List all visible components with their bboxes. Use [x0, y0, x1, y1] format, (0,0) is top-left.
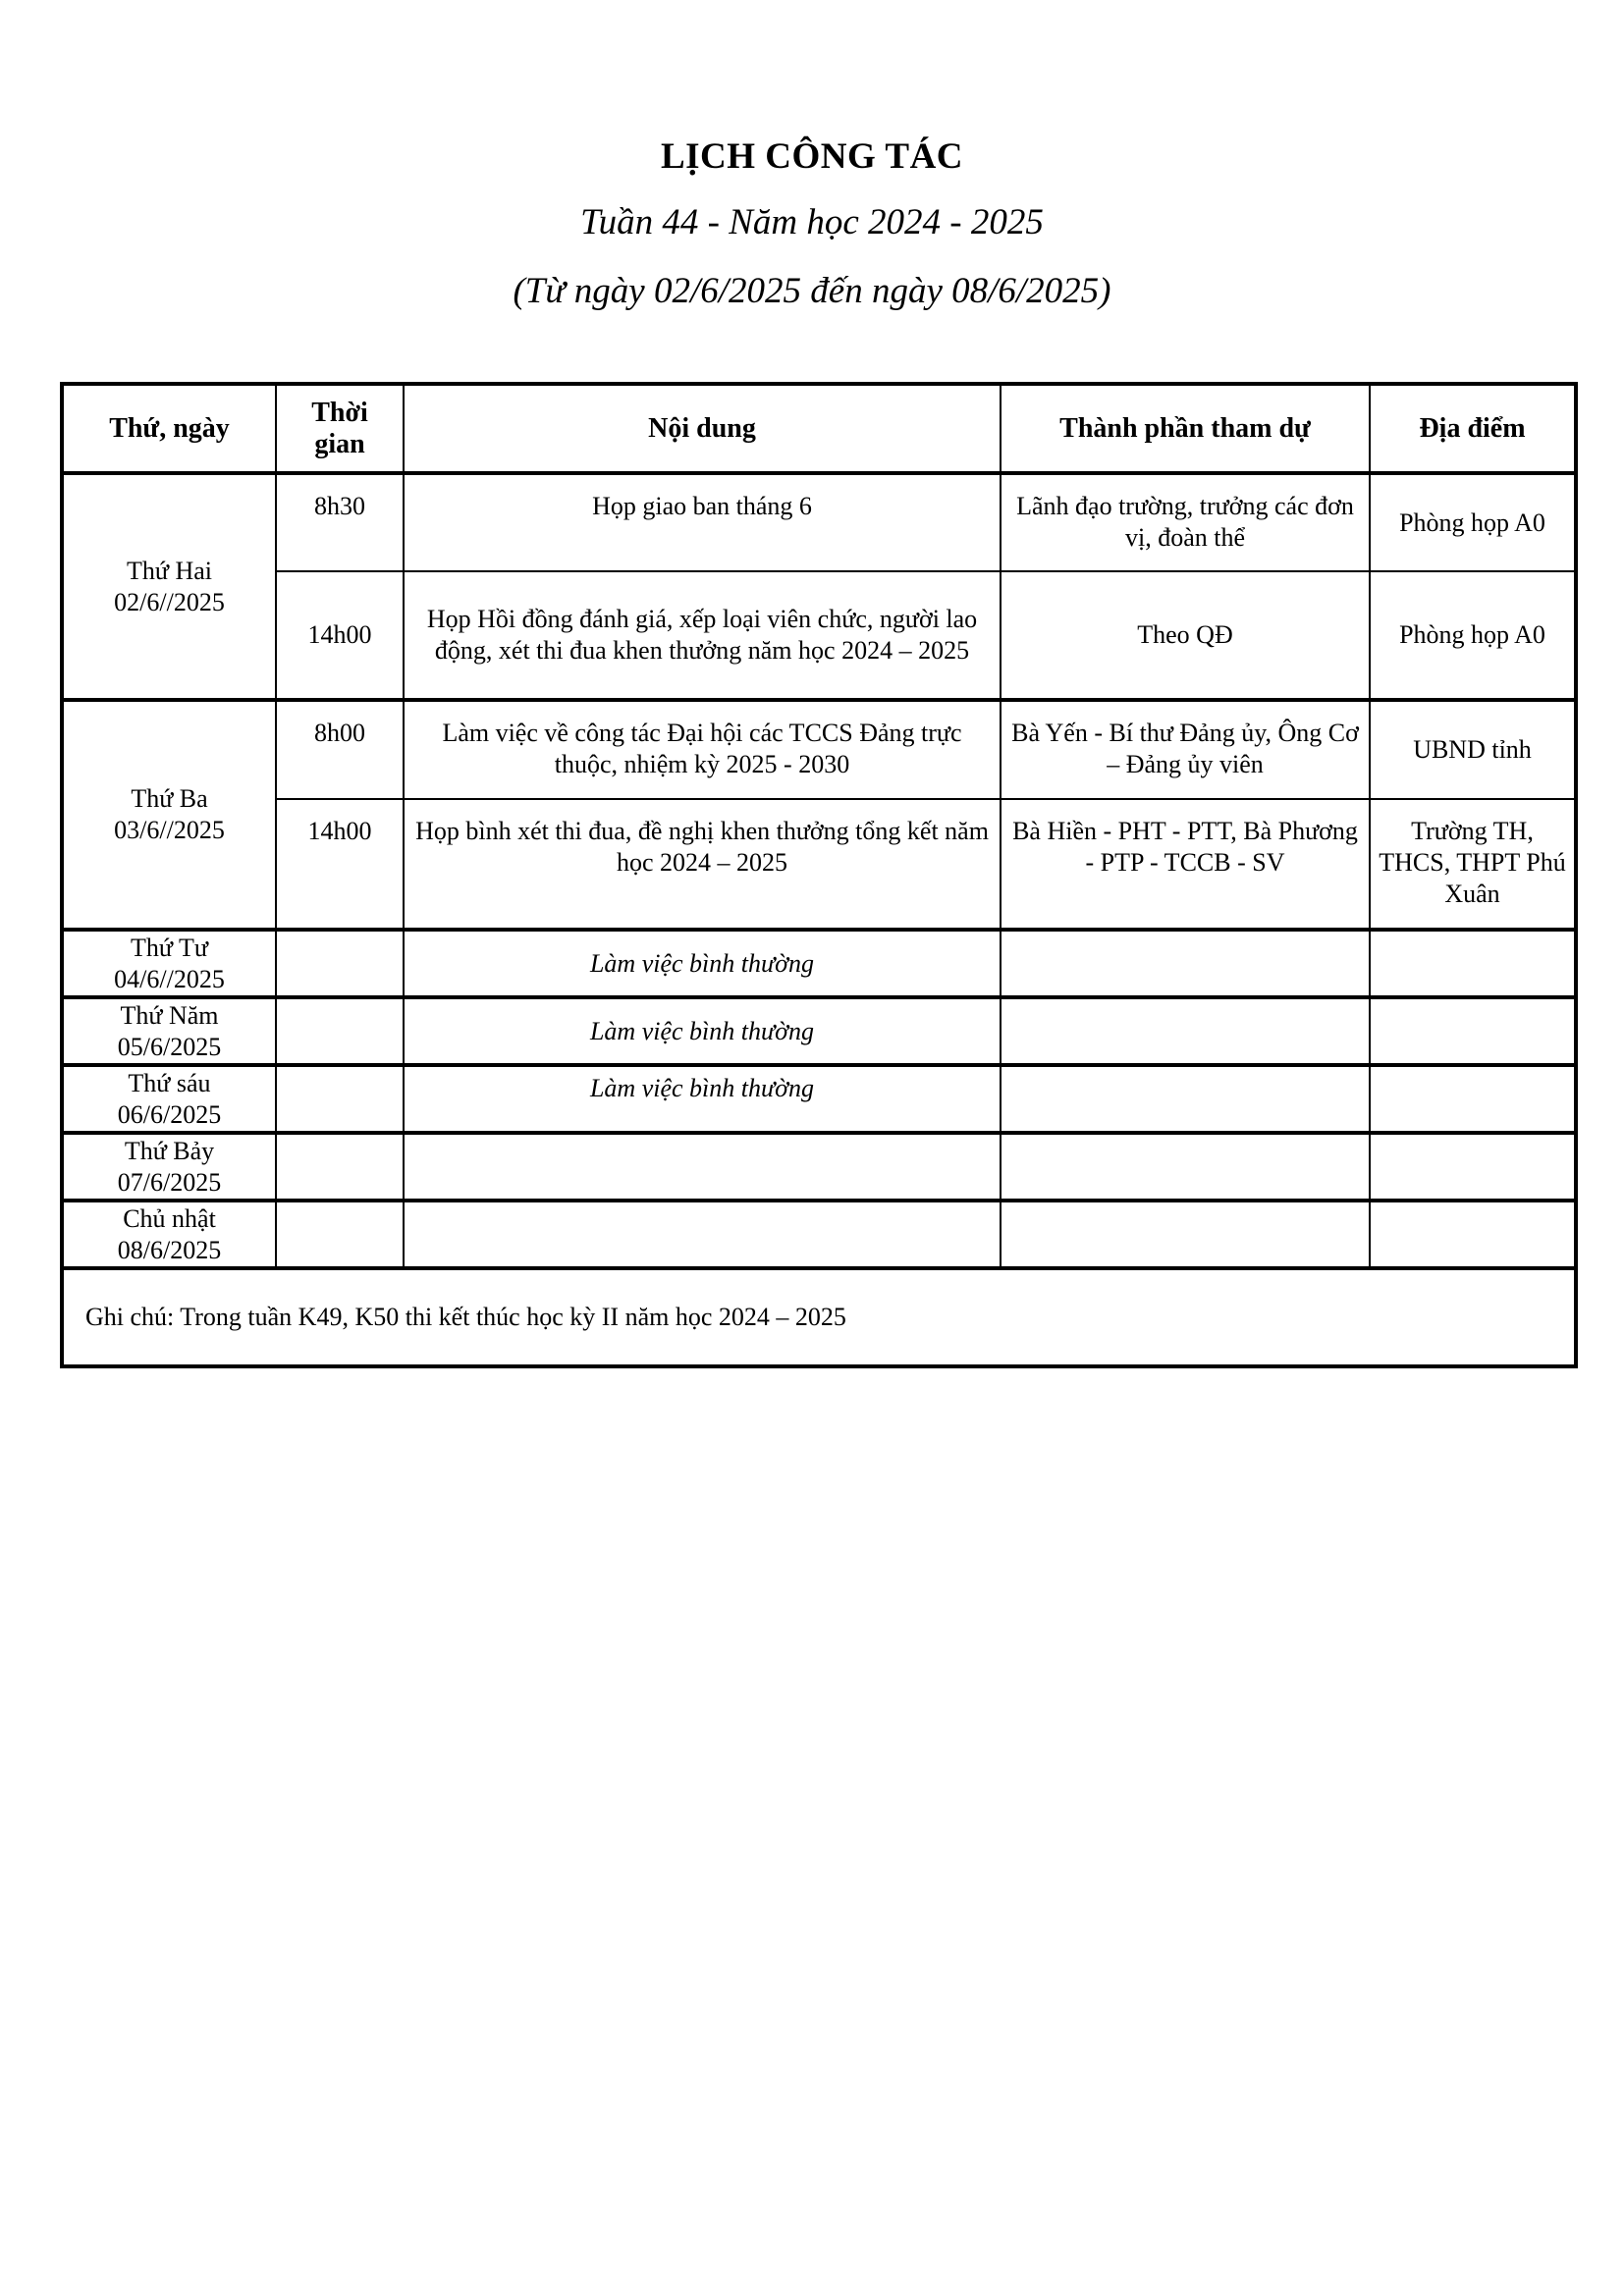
day-name: Thứ sáu: [128, 1068, 211, 1097]
header-participants: Thành phần tham dự: [1001, 384, 1370, 473]
event-time: 14h00: [276, 799, 404, 930]
event-location-empty: [1370, 930, 1576, 997]
table-row: [62, 1065, 1576, 1133]
event-participants-empty: [1001, 1201, 1370, 1268]
event-location-empty: [1370, 1133, 1576, 1201]
day-name: Chủ nhật: [123, 1203, 216, 1233]
event-participants: Lãnh đạo trường, trưởng các đơn vị, đoàn thể: [1001, 473, 1370, 571]
day-cell-saturday: [62, 1133, 276, 1201]
day-cell-sunday: [62, 1201, 276, 1268]
document-date-range: (Từ ngày 02/6/2025 đến ngày 08/6/2025): [513, 271, 1111, 311]
event-participants-empty: [1001, 1065, 1370, 1133]
day-name: Thứ Hai: [126, 556, 212, 585]
day-date: 08/6/2025: [117, 1235, 222, 1264]
day-date: 06/6/2025: [117, 1099, 222, 1129]
event-participants-empty: [1001, 930, 1370, 997]
day-date: 02/6//2025: [114, 587, 225, 616]
event-participants-empty: [1001, 997, 1370, 1065]
event-time-empty: [276, 1133, 404, 1201]
document-subtitle: Tuần 44 - Năm học 2024 - 2025: [580, 202, 1044, 242]
table-row: [62, 700, 1576, 799]
header-location: Địa điểm: [1370, 384, 1576, 473]
table-header-row: [62, 384, 1576, 473]
event-time-empty: [276, 997, 404, 1065]
event-content: Họp giao ban tháng 6: [404, 473, 1001, 571]
table-row: [62, 930, 1576, 997]
event-location-empty: [1370, 1201, 1576, 1268]
day-date: 05/6/2025: [117, 1032, 222, 1061]
event-time: 8h00: [276, 700, 404, 799]
event-content: Làm việc về công tác Đại hội các TCCS Đảng trực thuộc, nhiệm kỳ 2025 - 2030: [404, 700, 1001, 799]
header-content: Nội dung: [404, 384, 1001, 473]
event-participants: Theo QĐ: [1001, 571, 1370, 700]
event-location: Phòng họp A0: [1370, 473, 1576, 571]
day-cell-wednesday: [62, 930, 276, 997]
day-date: 07/6/2025: [117, 1167, 222, 1197]
event-time: 14h00: [276, 571, 404, 700]
event-content-normal: Làm việc bình thường: [404, 997, 1001, 1065]
event-location-empty: [1370, 1065, 1576, 1133]
day-cell-monday: [62, 473, 276, 700]
table-row: [62, 473, 1576, 571]
day-name: Thứ Năm: [120, 1000, 219, 1030]
header-day: Thứ, ngày: [62, 384, 276, 473]
day-name: Thứ Ba: [131, 784, 208, 813]
event-content-empty: [404, 1201, 1001, 1268]
day-name: Thứ Tư: [131, 933, 208, 962]
event-participants: Bà Hiền - PHT - PTT, Bà Phương - PTP - TCCB - SV: [1001, 799, 1370, 930]
note-row: [62, 1268, 1576, 1366]
table-row: [62, 799, 1576, 930]
event-content-normal: Làm việc bình thường: [404, 930, 1001, 997]
day-cell-friday: [62, 1065, 276, 1133]
table-row: [62, 997, 1576, 1065]
event-content: Họp bình xét thi đua, đề nghị khen thưởng tổng kết năm học 2024 – 2025: [404, 799, 1001, 930]
header-time: [276, 384, 404, 473]
day-name: Thứ Bảy: [124, 1136, 215, 1165]
note-text: Ghi chú: Trong tuần K49, K50 thi kết thúc học kỳ II năm học 2024 – 2025: [62, 1268, 1576, 1366]
event-participants: Bà Yến - Bí thư Đảng ủy, Ông Cơ – Đảng ủy viên: [1001, 700, 1370, 799]
day-cell-tuesday: [62, 700, 276, 930]
event-time-empty: [276, 930, 404, 997]
day-date: 04/6//2025: [114, 964, 225, 993]
event-time: 8h30: [276, 473, 404, 571]
event-location: Trường TH, THCS, THPT Phú Xuân: [1370, 799, 1576, 930]
event-location: Phòng họp A0: [1370, 571, 1576, 700]
event-time-empty: [276, 1065, 404, 1133]
header-time-line1: Thời: [311, 397, 368, 428]
event-content-normal: Làm việc bình thường: [404, 1065, 1001, 1133]
day-cell-thursday: [62, 997, 276, 1065]
table-row: [62, 1133, 1576, 1201]
event-location: UBND tỉnh: [1370, 700, 1576, 799]
day-date: 03/6//2025: [114, 816, 225, 844]
event-content: Họp Hồi đồng đánh giá, xếp loại viên chức, người lao động, xét thi đua khen thưởng năm học 2024 – 2025: [404, 571, 1001, 700]
table-row: [62, 1201, 1576, 1268]
header-time-line2: gian: [314, 428, 365, 459]
document-title: LỊCH CÔNG TÁC: [660, 136, 964, 177]
event-location-empty: [1370, 997, 1576, 1065]
event-content-empty: [404, 1133, 1001, 1201]
event-participants-empty: [1001, 1133, 1370, 1201]
event-time-empty: [276, 1201, 404, 1268]
table-row: [62, 571, 1576, 700]
schedule-table: [60, 382, 1578, 1368]
